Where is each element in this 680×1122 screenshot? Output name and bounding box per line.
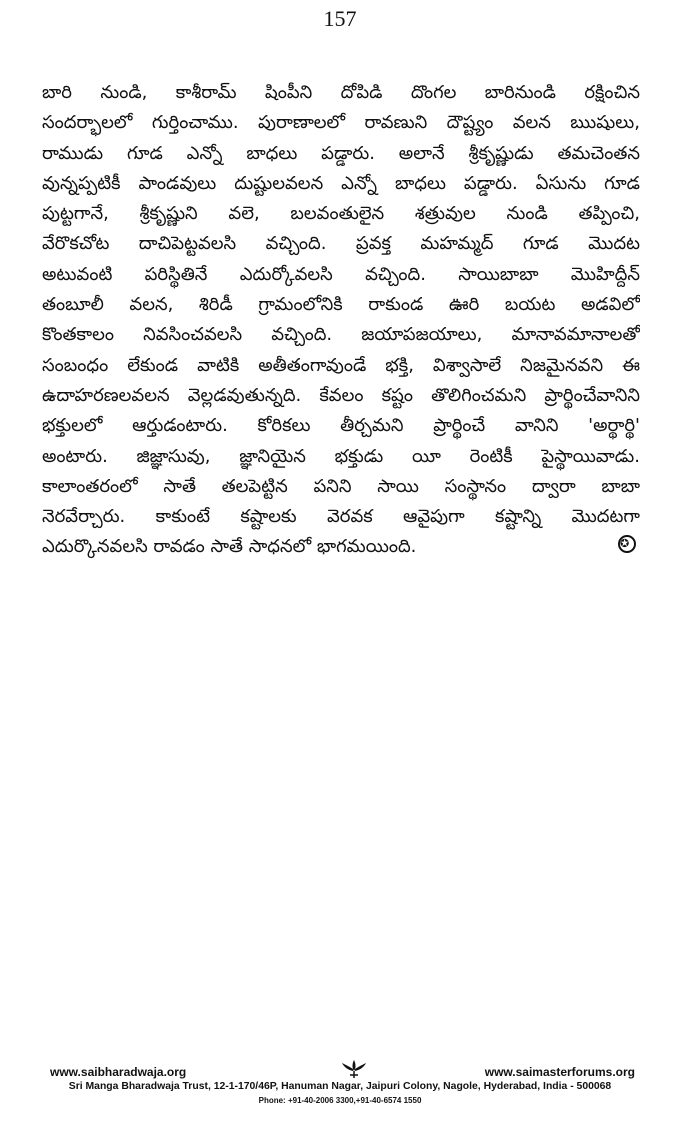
text-line: సంబంధం లేకుండ వాటికి అతీతంగావుండే భక్తి, విశ్వాసాలే నిజమైనవని ఈ: [42, 354, 640, 376]
footer-phone: Phone: +91-40-2006 3300,+91-40-6574 1550: [258, 1096, 422, 1105]
footer-url-left[interactable]: www.saibharadwaja.org: [50, 1065, 187, 1079]
text-line: నెరవేర్చారు. కాకుంటే కష్టాలకు వెరవక ఆవైపుగా కష్టాన్ని మొదటగా: [42, 506, 640, 528]
page-number: 157: [323, 6, 357, 31]
text-line: బారి నుండి, కాశీరామ్ షింపీని దోపిడి దొంగల బారినుండి రక్షించిన: [42, 82, 640, 103]
footer-address: Sri Manga Bharadwaja Trust, 12-1-170/46P, Hanuman Nagar, Jaipuri Colony, Nagole, Hyderabad, India - 500068: [68, 1081, 612, 1092]
trust-emblem-icon: [340, 1059, 368, 1079]
text-line: భక్తులలో ఆర్తుడంటారు. కోరికలు తీర్చమని ప్రార్థించే వానిని 'అర్థార్థి': [42, 415, 640, 437]
text-line: అటువంటి పరిస్థితినే ఎదుర్కోవలసి వచ్చింది. సాయిబాబా మొహిద్దీన్: [42, 263, 640, 285]
text-line: పుట్టగానే, శ్రీకృష్ణుని వలె, బలవంతులైన శత్రువుల నుండి తప్పించి,: [42, 203, 640, 225]
text-line: సందర్భాలలో గుర్తించాము. పురాణాలలో రావణుని దౌష్ట్యం వలన ఋషులు,: [42, 112, 640, 134]
footer-url-right[interactable]: www.saimasterforums.org: [484, 1065, 635, 1079]
text-line: తంబూలీ వలన, శిరిడీ గ్రామంలోనికి రాకుండ ఊరి బయట అడవిలో: [42, 294, 640, 316]
text-line: అంటారు. జిజ్ఞాసువు, జ్ఞానియైన భక్తుడు యీ రెంటికీ పైస్థాయివాడు.: [42, 445, 640, 467]
text-line: కొంతకాలం నివసించవలసి వచ్చింది. జయాపజయాలు, మానావమానాలతో: [42, 324, 640, 346]
text-line-last: [42, 532, 640, 562]
text-line-last-content: ఎదుర్కొనవలసి రావడం సాతే సాధనలో భాగమయింది.: [42, 536, 417, 558]
text-line: ఉదాహరణలవలన వెల్లడవుతున్నది. కేవలం కష్టం తొలిగించమని ప్రార్థించేవానిని: [42, 384, 640, 406]
body-text: [42, 78, 640, 563]
page-footer: [40, 1065, 640, 1113]
text-line: వున్నప్పటికీ పాండవులు దుష్టులవలన ఎన్నో బాధలు పడ్డారు. ఏసును గూడ: [42, 172, 640, 194]
text-line: రాముడు గూడ ఎన్నో బాధలు పడ్డారు. అలానే శ్రీకృష్ణుడు తమచెంతన: [42, 142, 640, 164]
text-line: కాలాంతరంలో సాతే తలపెట్టిన పనిని సాయి సంస్థానం ద్వారా బాబా: [42, 475, 640, 497]
end-mark-icon: ✪: [618, 535, 636, 553]
text-line: వేరొకచోట దాచిపెట్టవలసి వచ్చింది. ప్రవక్త మహమ్మద్ గూడ మొదట: [42, 233, 640, 255]
